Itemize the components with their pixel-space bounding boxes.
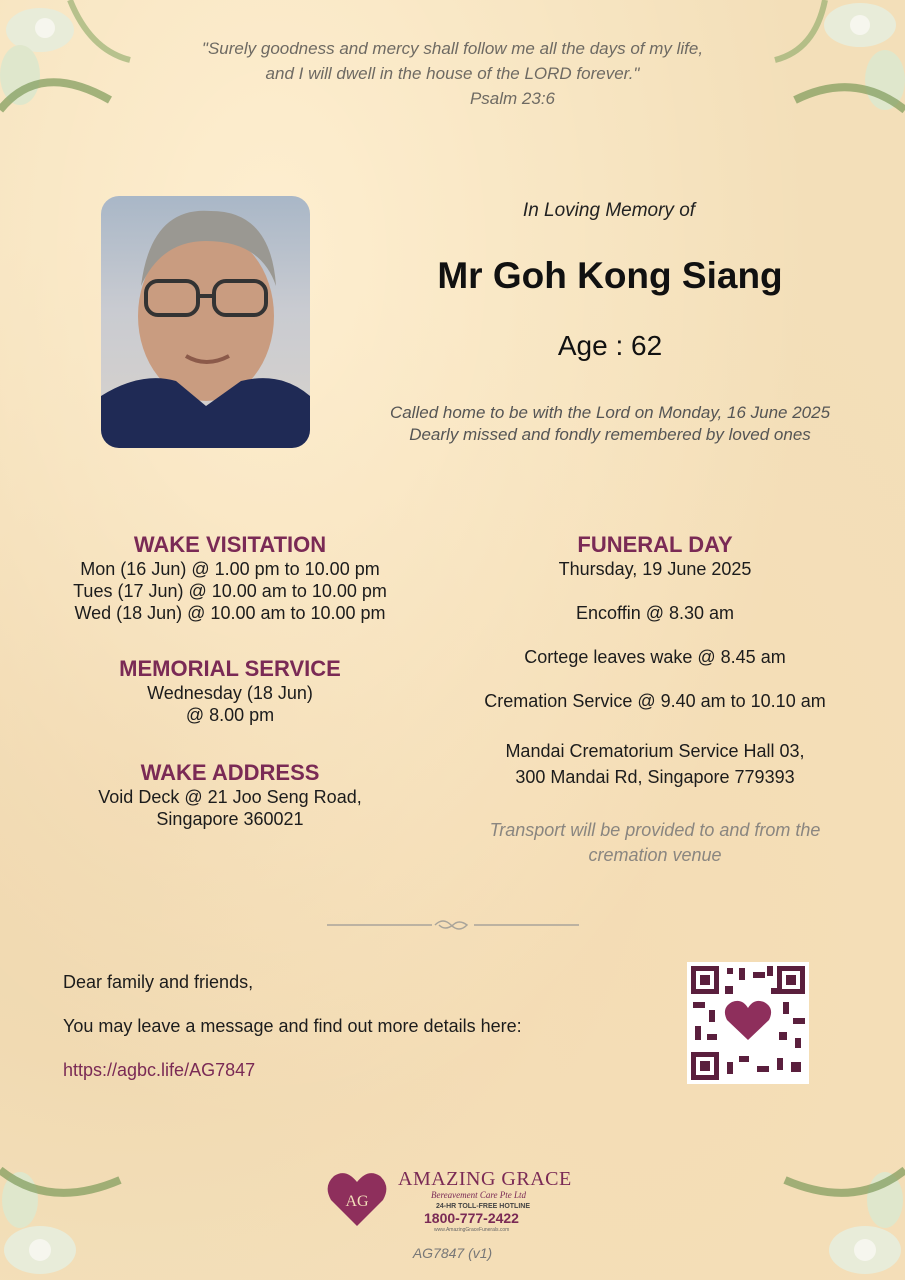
- transport-line-2: cremation venue: [588, 845, 722, 865]
- wake-address-heading: WAKE ADDRESS: [140, 760, 320, 785]
- bible-verse: [0, 36, 905, 111]
- crematorium-venue: [455, 738, 855, 790]
- wake-visitation-line-1: Mon (16 Jun) @ 1.00 pm to 10.00 pm: [80, 559, 380, 579]
- deceased-name: Mr Goh Kong Siang: [437, 255, 783, 296]
- company-logo: [326, 1166, 586, 1236]
- hotline-label: 24-HR TOLL-FREE HOTLINE: [436, 1203, 530, 1210]
- wake-visitation-section: [40, 532, 420, 624]
- remembered-line: Dearly missed and fondly remembered by loved ones: [409, 425, 811, 444]
- memorial-service-section: [40, 656, 420, 726]
- called-home-line: Called home to be with the Lord on Monday, 16 June 2025: [389, 403, 831, 422]
- memorial-service-line-2: @ 8.00 pm: [185, 705, 275, 725]
- wake-visitation-line-2: Tues (17 Jun) @ 10.00 am to 10.00 pm: [73, 581, 387, 601]
- wake-visitation-line-3: Wed (18 Jun) @ 10.00 am to 10.00 pm: [74, 603, 386, 623]
- heart-logo-icon: [326, 1168, 388, 1228]
- hotline-number[interactable]: 1800-777-2422: [424, 1210, 519, 1226]
- cremation-time: Cremation Service @ 9.40 am to 10.10 am: [484, 691, 826, 711]
- deceased-age: Age : 62: [557, 330, 663, 361]
- wake-address-line-2: Singapore 360021: [156, 809, 304, 829]
- encoffin-time: Encoffin @ 8.30 am: [575, 603, 735, 623]
- transport-note: [455, 818, 855, 868]
- memorial-link[interactable]: https://agbc.life/AG7847: [63, 1060, 256, 1080]
- svg-text:AG: AG: [345, 1193, 369, 1210]
- funeral-day-heading: FUNERAL DAY: [577, 532, 733, 557]
- wake-address-line-1: Void Deck @ 21 Joo Seng Road,: [98, 787, 362, 807]
- memorial-service-line-1: Wednesday (18 Jun): [147, 683, 313, 703]
- cortege-time: Cortege leaves wake @ 8.45 am: [524, 647, 786, 667]
- document-code: AG7847 (v1): [412, 1245, 493, 1261]
- brand-subtitle: Bereavement Care Pte Ltd: [431, 1190, 527, 1200]
- message-greeting: Dear family and friends,: [63, 972, 254, 992]
- message-instruction: You may leave a message and find out more details here:: [63, 1016, 522, 1036]
- portrait-photo: [101, 196, 310, 448]
- company-website[interactable]: www.AmazingGraceFunerals.com: [434, 1227, 510, 1233]
- qr-code[interactable]: [687, 962, 809, 1084]
- memorial-service-heading: MEMORIAL SERVICE: [119, 656, 341, 681]
- wake-address-section: [40, 760, 420, 830]
- called-home-text: [330, 402, 890, 446]
- ornamental-divider: [327, 917, 579, 933]
- funeral-day-section: [455, 532, 855, 868]
- verse-reference: Psalm 23:6: [469, 89, 556, 108]
- brand-name: AMAZING GRACE: [398, 1168, 572, 1190]
- verse-line-1: "Surely goodness and mercy shall follow me all the days of my life,: [201, 39, 704, 58]
- venue-line-2: 300 Mandai Rd, Singapore 779393: [515, 767, 795, 787]
- venue-line-1: Mandai Crematorium Service Hall 03,: [505, 741, 805, 761]
- verse-line-2: and I will dwell in the house of the LORD forever.": [265, 64, 640, 83]
- wake-visitation-heading: WAKE VISITATION: [133, 532, 327, 557]
- transport-line-1: Transport will be provided to and from the: [489, 820, 821, 840]
- funeral-date: Thursday, 19 June 2025: [558, 559, 752, 579]
- in-loving-memory-label: In Loving Memory of: [522, 200, 696, 221]
